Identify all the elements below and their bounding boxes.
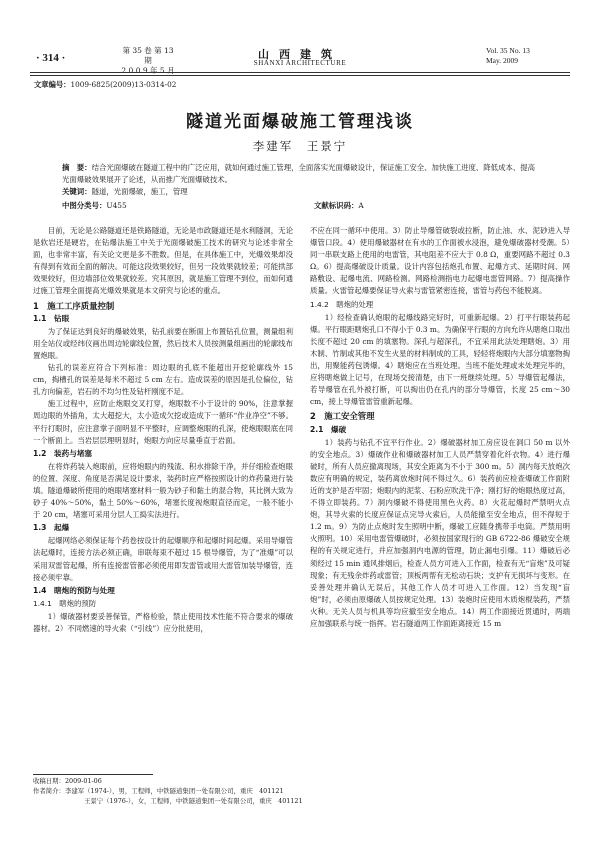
paragraph: 起爆网络必须保证每个药卷按设计的起爆顺序和起爆时间起爆。采用导爆管法起爆时，连接方法必须正确，串联每束不超过 15 根导爆管，为了“准爆”可以采用双雷管起爆，所有连接雷管都必须使用即发雷管或用大雷管加装导爆管，连接必须牢靠。 bbox=[33, 536, 293, 582]
header-rule bbox=[30, 72, 570, 73]
paragraph: 为了保证达到良好的爆破效果，钻孔前要在断面上布置钻孔位置，测量组利用全站仪或经纬仪画出周边轮廓线位置，然后技术人员按测量组画出的轮廓线布置炮眼。 bbox=[33, 326, 293, 360]
article-title: 隧道光面爆破施工管理浅谈 bbox=[186, 112, 414, 132]
footnote-author2: 王景宁（1976-），女，工程师，中铁隧道集团一处有限公司，重庆 401121 bbox=[84, 797, 303, 805]
doc-code: 文献标识码：A bbox=[314, 201, 364, 210]
header-rule-thin bbox=[30, 75, 570, 76]
footnote-author1: 作者简介：李建军（1974-），男，工程师，中铁隧道集团一处有限公司，重庆 401121 bbox=[33, 787, 284, 795]
paragraph: 目前，无论是公路隧道还是铁路隧道，无论是市政隧道还是水利隧洞，无论是软岩还是硬岩，在钻爆法施工中关于光面爆破施工技术的研究与论述非常全面，也非常丰富，有关论文更是多不胜数。但是，在具体施工中，光爆效果却没有得到有效而全面的解决。可能这段效果较好，但另一段效果就较差；可能拱部效果较好，但边墙部位效果就较差。究其原因，就是施工管理不到位，而如何通过施工管理全面提高光爆效果就是本文研究与论述的重点。 bbox=[33, 226, 293, 296]
body-column-right bbox=[310, 225, 570, 630]
paragraph: 1）爆破器材要妥善保管，严格检验，禁止使用技术性能不符合要求的爆破器材。2）不同燃速的导火索（“引线”）应分批使用， bbox=[33, 611, 293, 633]
subsubsection-heading: 1.4.2 瞎炮的处理 bbox=[310, 299, 374, 309]
running-header bbox=[0, 46, 600, 75]
paragraph: 不应在同一循环中使用。3）防止导爆管破裂或拉断，防止油、水、泥砂进入导爆管口段。4）使用爆破器材在有水的工作面被水浸泡，避免爆破器材受潮。5）同一串联支路上使用的电雷管，其电阻差不应大于 0.8 Ω，重要网路不超过 0.3 Ω。6）提高爆破设计质量。设计内容包括炮孔布置、起爆方式、延期时间、网路敷设、起爆电流、网路检测。网路检测指电力起爆电雷管网路。7）提高操作质量。火雷管起爆要保证导火索与雷管紧密连接，雷管与药包不能脱离。 bbox=[310, 226, 570, 296]
paragraph: 在将炸药装入炮眼前，应将炮眼内的残渣、积水排除干净，并仔细检查炮眼的位置、深度、角度是否满足设计要求，装药时应严格按照设计的炸药量进行装填。隧道爆破所使用的炮眼堵塞材料一般为砂子和黏土的混合物，其比例大致为砂子 40%～50%，黏土 50%～60%，堵塞长度视炮眼直径而定，一般不能小于 20 cm，堵塞可采用分层人工捣实法进行。 bbox=[33, 461, 293, 520]
section-heading: 1 施工工序质量控制 bbox=[33, 300, 115, 311]
section-heading: 2 施工安全管理 bbox=[310, 411, 375, 422]
footnote-received: 收稿日期：2009-01-06 bbox=[33, 777, 102, 785]
subsubsection-heading: 1.4.1 瞎炮的预防 bbox=[33, 598, 97, 608]
article-authors: 李建军 王景宁 bbox=[252, 139, 348, 153]
subsection-heading: 1.4 瞎炮的预防与处理 bbox=[33, 585, 115, 595]
subsection-heading: 2.1 爆破 bbox=[310, 424, 347, 434]
subsection-heading: 1.2 装药与堵塞 bbox=[33, 448, 93, 458]
paragraph: 钻孔的误差应符合下列标准：周边眼的孔底不能超出开挖轮廓线外 15 cm，掏槽孔的误差是每米不超过 5 cm 左右。造成误差的原因是孔位偏位，钻孔方向偏差，岩石的不均匀性及钻杆刚度不足。 bbox=[33, 363, 293, 397]
paragraph: 1）经检查确认炮眼的起爆线路完好时，可重新起爆。2）打平行眼装药起爆。平行眼距瞎炮孔口不得小于 0.3 m。为确保平行眼的方向允许从瞎炮口取出长度不超过 20 cm 的填塞物。深孔与超深孔，不宜采用此法处理瞎炮。3）用木制、竹制或其他不发生火星的材料制成的工具，轻轻将炮眼内大部分填塞物掏出，用聚能药包诱爆。4）瞎炮应在当班处理。当班不能处理或未处理完毕的，应将瞎炮做上记号，在现场交接清楚，由下一班继续处理。5）导爆管起爆法，若导爆管在孔外被打断，可以掏出仍在孔内的部分导爆管，长度 25 cm～30 cm，接上导爆管雷管重新起爆。 bbox=[310, 312, 570, 407]
issue-info: 第 35 卷 第 13 期 2 0 0 9 年 5 月 bbox=[121, 46, 175, 75]
paragraph: 施工过程中，应防止炮眼交叉打穿，炮眼数不小于设计的 90%，注意掌握周边眼的外插角，太大超挖大，太小造成欠挖或造成下一循环“作业净空”不够。平行打眼时，应注意掌子面明显不平整时，应调整炮眼的孔深，使炮眼眼底在同一个断面上。当岩层层理明显时，炮眼方向应尽量垂直于岩面。 bbox=[33, 399, 293, 445]
volume-info: Vol. 35 No. 13 May. 2009 bbox=[486, 46, 530, 65]
article-id: 文章编号：1009-6825(2009)13-0314-02 bbox=[34, 80, 177, 89]
keywords: 关键词：隧道，光面爆破，施工，管理 bbox=[62, 187, 188, 196]
page-number: · 314 · bbox=[36, 52, 66, 64]
subsection-heading: 1.3 起爆 bbox=[33, 523, 70, 533]
footnote-rule bbox=[33, 774, 153, 775]
subsection-heading: 1.1 钻眼 bbox=[33, 313, 70, 323]
paragraph: 1）装药与钻孔不宜平行作业。2）爆破器材加工房应设在洞口 50 m 以外的安全地点。3）爆破作业和爆破器材加工人员严禁穿着化纤衣物。4）进行爆破时，所有人员应撤离现场，其安全距离为不小于 300 m。5）洞内每天放炮次数应有明确的规定，装药离放炮时间不得过久。6）装药前应检查爆破工作面附近的支护是否牢固；炮眼内的泥浆、石粉应吹洗干净；刚打好的炮眼热度过高，不得立即装药。7）洞内爆破不得使用黑色火药。8）火花起爆时严禁明火点炮，其导火索的长度应保证点完导火索后，人员能撤至安全地点，但不得短于 1.2 m。9）为防止点炮时发生照明中断，爆破工应随身携带手电筒。严禁用明火照明。10）采用电雷管爆破时，必须按国家现行的 GB 6722-86 爆破安全规程的有关规定进行，并应加强洞内电源的管理，防止漏电引爆。11）爆破后必须经过 15 min 通风排烟后，检查人员方可进入工作面，检查有无“盲炮”及可疑现象；有无残余炸药或雷管；顶板两帮有无松动石块；支护有无损坏与变形。在妥善处理并确认无误后，其他工作人员才可进入工作面。12）当发现“盲炮”时，必须由原爆破人员按规定处理。13）装炮时应使用木质炮棍装药，严禁火种。无关人员与机具等均应撤至安全地点。14）两工作面接近贯通时，两端应加强联系与统一指挥。岩石隧道两工作面距离接近 15 m bbox=[310, 437, 570, 628]
clc-number: 中图分类号：U455 bbox=[62, 201, 127, 210]
body-column-left bbox=[33, 225, 293, 635]
journal-name-zh: 山西建筑 bbox=[258, 48, 342, 61]
journal-name-en: SHANXI ARCHITECTURE bbox=[253, 59, 347, 67]
abstract: 摘 要：结合光面爆破在隧道工程中的广泛应用，就如何通过施工管理，全面落实光面爆破设计，保证施工安全、加快施工进度、降低成本、提高光面爆破效果展开了论述，从而推广光面爆破技术。 bbox=[62, 163, 536, 184]
